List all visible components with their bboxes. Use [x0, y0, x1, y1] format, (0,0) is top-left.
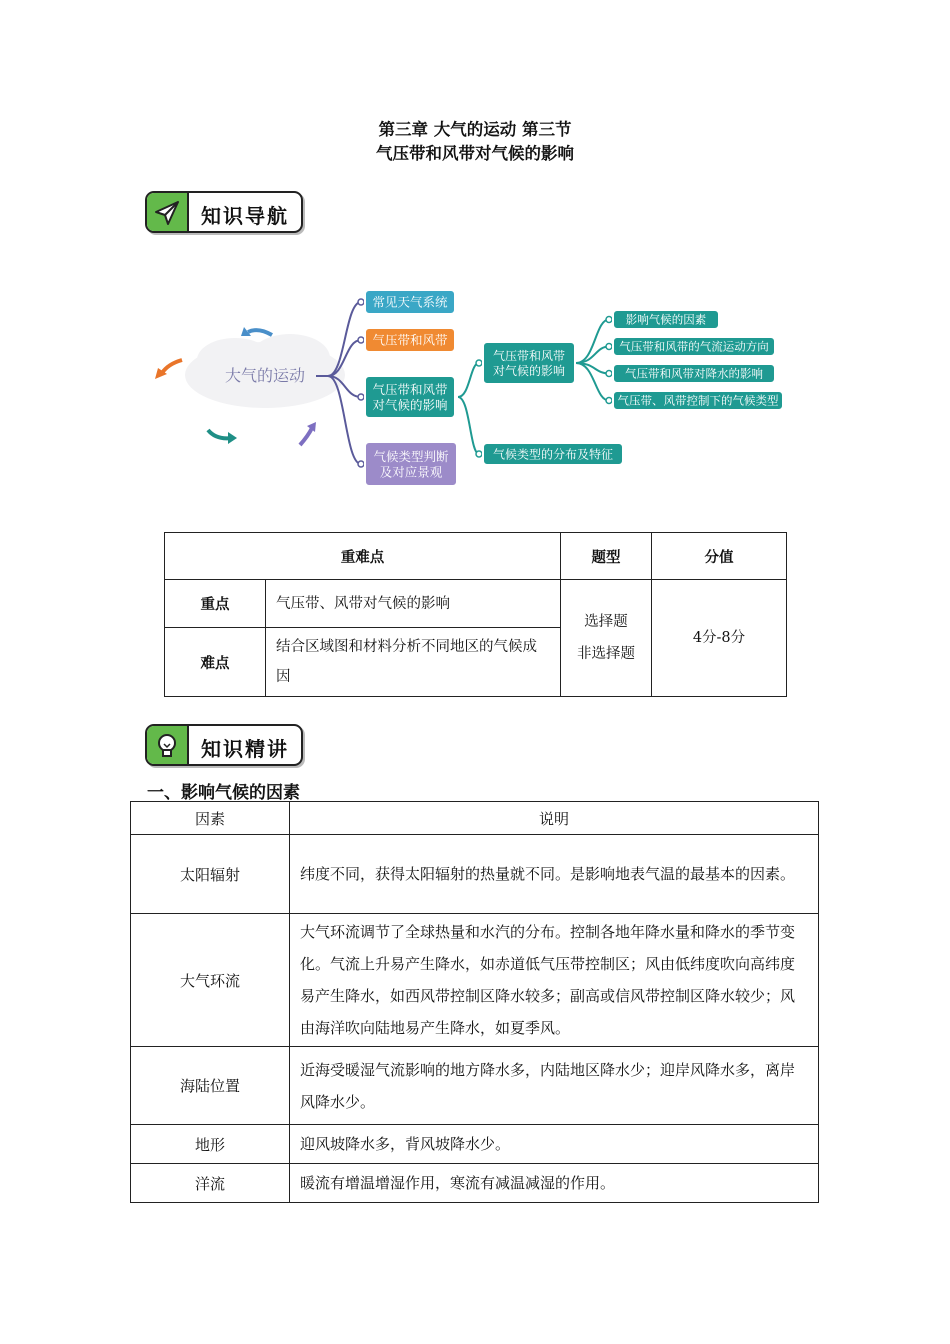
level3-node-text: 影响气候的因素 — [625, 312, 707, 327]
wind-arrow-icon — [162, 360, 182, 373]
connector-dot — [606, 344, 612, 350]
connector-dot — [358, 461, 364, 467]
row-label-difficult: 难点 — [165, 628, 266, 697]
factor-cell: 太阳辐射 — [131, 835, 290, 914]
score-cell: 4分-8分 — [652, 580, 787, 697]
connector-dot — [358, 337, 364, 343]
level3-node-text: 气压带、风带控制下的气候类型 — [617, 393, 779, 408]
header-key-points: 重难点 — [165, 533, 561, 580]
knowledge-nav-label: 知识导航 — [201, 204, 289, 228]
connector-line — [458, 397, 479, 454]
level3-node-text: 气压带和风带对降水的影响 — [625, 366, 763, 381]
row-label-key: 重点 — [165, 580, 266, 628]
question-type-choice: 选择题 — [584, 614, 628, 630]
connector-dot — [476, 451, 482, 457]
level2-node-text: 气压带和风带 — [492, 348, 566, 363]
level1-node-text: 常见天气系统 — [372, 294, 448, 310]
row-text-key: 气压带、风带对气候的影响 — [266, 580, 561, 628]
mind-map — [140, 280, 800, 500]
connector-line — [576, 363, 609, 401]
center-topic: 大气的运动 — [224, 366, 306, 385]
knowledge-nav-badge — [145, 191, 303, 233]
description-cell: 近海受暖湿气流影响的地方降水多，内陆地区降水少；迎岸风降水多，离岸风降水少。 — [290, 1047, 819, 1125]
factor-cell: 海陆位置 — [131, 1047, 290, 1125]
knowledge-lecture-label: 知识精讲 — [201, 737, 289, 761]
description-cell: 暖流有增温增湿作用，寒流有减温减湿的作用。 — [290, 1164, 819, 1203]
section-title: 一、影响气候的因素 — [147, 783, 300, 803]
connector-line — [576, 347, 609, 364]
factor-cell: 大气环流 — [131, 914, 290, 1047]
connector-dot — [606, 371, 612, 377]
question-type-nonchoice: 非选择题 — [577, 646, 635, 662]
connector-line — [458, 363, 479, 397]
header-description: 说明 — [290, 802, 819, 835]
question-types-cell — [561, 580, 652, 697]
level1-node-text: 对气候的影响 — [372, 397, 448, 413]
header-factor: 因素 — [131, 802, 290, 835]
connector-dot — [358, 299, 364, 305]
description-cell: 迎风坡降水多，背风坡降水少。 — [290, 1125, 819, 1164]
factor-cell: 地形 — [131, 1125, 290, 1164]
level1-node-text: 气压带和风带 — [372, 381, 448, 397]
connector-dot — [606, 317, 612, 323]
level3-node-text: 气压带和风带的气流运动方向 — [619, 339, 769, 354]
factor-cell: 洋流 — [131, 1164, 290, 1203]
page-title-line-1: 第三章 大气的运动 第三节 — [378, 120, 572, 139]
wind-arrow-icon — [228, 432, 237, 444]
header-question-type: 题型 — [561, 533, 652, 580]
light-bulb-icon — [147, 726, 189, 764]
level2-node-text: 对气候的影响 — [492, 363, 566, 378]
connector-dot — [476, 360, 482, 366]
row-text-difficult: 结合区域图和材料分析不同地区的气候成因 — [266, 628, 561, 697]
level1-node-text: 气候类型判断 — [373, 448, 449, 464]
paper-plane-icon — [147, 193, 189, 231]
difficulty-table — [164, 532, 787, 697]
factors-table — [130, 801, 819, 1203]
page-title-line-2: 气压带和风带对气候的影响 — [376, 144, 574, 163]
connector-dot — [358, 394, 364, 400]
level2-node-text: 气候类型的分布及特征 — [492, 447, 614, 462]
header-score: 分值 — [652, 533, 787, 580]
wind-arrow-icon — [300, 428, 312, 445]
description-cell: 大气环流调节了全球热量和水汽的分布。控制各地年降水量和降水的季节变化。气流上升易产生降水，如赤道低气压带控制区；风由低纬度吹向高纬度易产生降水，如西风带控制区降水较多；副高或信风带控制区降水较少；风由海洋吹向陆地易产生降水，如夏季风。 — [290, 914, 819, 1047]
connector-dot — [606, 398, 612, 404]
level1-node-text: 及对应景观 — [379, 464, 443, 480]
level1-node-text: 气压带和风带 — [372, 332, 448, 348]
knowledge-lecture-badge — [145, 724, 303, 766]
description-cell: 纬度不同，获得太阳辐射的热量就不同。是影响地表气温的最基本的因素。 — [290, 835, 819, 914]
wind-arrow-icon — [248, 330, 272, 335]
